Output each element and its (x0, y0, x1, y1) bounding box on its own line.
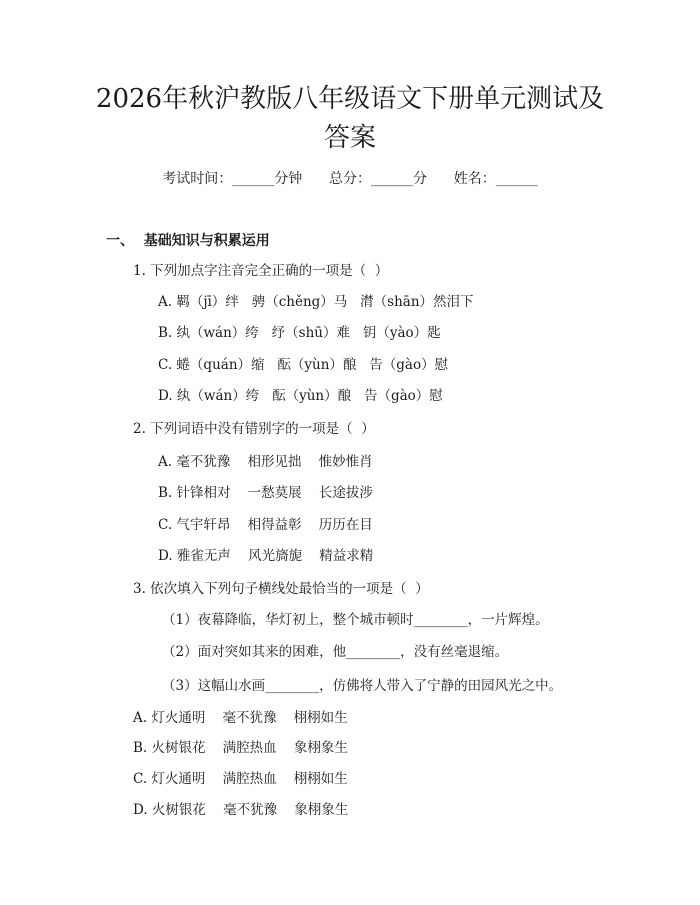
q3-option-d: D. 火树银花 毫不犹豫 象栩象生 (133, 802, 349, 818)
q1-option-c: C. 蜷（quán）缩 酝（yùn）酿 告（gào）慰 (158, 357, 449, 373)
q2-option-d: D. 雅雀无声 风光旖旎 精益求精 (158, 548, 374, 564)
section-heading: 一、 基础知识与积累运用 (106, 233, 270, 249)
q3-option-c: C. 灯火通明 满腔热血 栩栩如生 (133, 771, 348, 787)
question-3-stem: 3. 依次填入下列句子横线处最恰当的一项是（ ） (133, 581, 429, 597)
q3-option-a: A. 灯火通明 毫不犹豫 栩栩如生 (133, 710, 348, 726)
page-title-line1: 2026年秋沪教版八年级语文下册单元测试及 (95, 84, 605, 114)
q3-sentence-2: （2）面对突如其来的困难，他________，没有丝毫退缩。 (162, 644, 509, 660)
page-title-line2: 答案 (323, 123, 376, 153)
q1-option-d: D. 纨（wán）绔 酝（yùn）酿 告（gào）慰 (158, 388, 443, 404)
q2-option-c: C. 气宇轩昂 相得益彰 历历在目 (158, 517, 373, 533)
q2-option-b: B. 针锋相对 一愁莫展 长途拔涉 (158, 485, 373, 501)
q3-option-b: B. 火树银花 满腔热血 象栩象生 (133, 740, 348, 756)
question-1-stem: 1. 下列加点字注音完全正确的一项是（ ） (133, 263, 389, 279)
exam-info: 考试时间：______分钟 总分：______分 姓名：______ (162, 171, 538, 187)
q1-option-b: B. 纨（wán）绔 纾（shū）难 钥（yào）匙 (158, 325, 441, 341)
q2-option-a: A. 毫不犹豫 相形见拙 惟妙惟肖 (158, 454, 373, 470)
question-2-stem: 2. 下列词语中没有错别字的一项是（ ） (133, 421, 375, 437)
q3-sentence-1: （1）夜幕降临，华灯初上，整个城市顿时________，一片辉煌。 (162, 612, 549, 628)
q1-option-a: A. 羁（jī）绊 骋（chěng）马 潸（shān）然泪下 (158, 294, 474, 310)
q3-sentence-3: （3）这幅山水画________，仿佛将人带入了宁静的田园风光之中。 (162, 678, 563, 694)
